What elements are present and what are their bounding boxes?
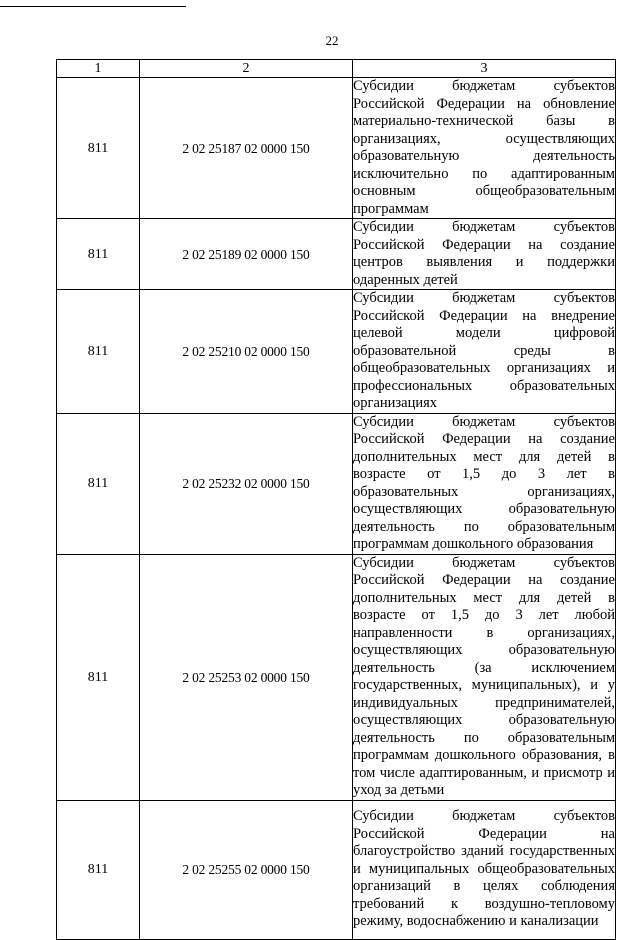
page-number: 22 — [325, 33, 339, 48]
table-row — [57, 554, 616, 800]
table-row — [57, 290, 616, 414]
admin-code-cell: 811 — [57, 290, 140, 414]
column-header-2: 2 — [140, 60, 353, 78]
table-row — [57, 413, 616, 554]
description-cell: Субсидии бюджетам субъектов Российской Федерации на создание дополнительных мест для детей в возрасте от 1,5 до 3 лет в образовательных организациях, осуществляющих образовательную деятельность по образовательным программам дошкольного образования — [353, 413, 615, 552]
budget-classification-table — [56, 59, 616, 940]
admin-code-cell: 811 — [57, 800, 140, 939]
table-header-row — [57, 60, 616, 78]
admin-code-cell: 811 — [57, 78, 140, 219]
admin-code-cell: 811 — [57, 413, 140, 554]
table-row — [57, 800, 616, 939]
revenue-code-cell: 2 02 25189 02 0000 150 — [140, 219, 353, 290]
revenue-code-cell: 2 02 25210 02 0000 150 — [140, 290, 353, 414]
admin-code-cell: 811 — [57, 219, 140, 290]
description-cell: Субсидии бюджетам субъектов Российской Федерации на обновление материально-технической базы в организациях, осуществляющих образовательную деятельность исключительно по адаптированным основным общеобразовательным программам — [353, 78, 615, 217]
revenue-code-cell: 2 02 25232 02 0000 150 — [140, 413, 353, 554]
description-cell: Субсидии бюджетам субъектов Российской Федерации на создание центров выявления и поддержки одаренных детей — [353, 219, 615, 288]
description-cell: Субсидии бюджетам субъектов Российской Федерации на благоустройство зданий государственных и муниципальных общеобразовательных организаций в целях соблюдения требований к воздушно-тепловому режиму, водоснабжению и канализации — [353, 800, 616, 939]
revenue-code-cell: 2 02 25253 02 0000 150 — [140, 554, 353, 800]
admin-code-cell: 811 — [57, 554, 140, 800]
top-rule — [0, 6, 186, 7]
description-cell: Субсидии бюджетам субъектов Российской Федерации на создание дополнительных мест для детей в возрасте от 1,5 до 3 лет любой направленности в организациях, осуществляющих образовательную деятельность (за исключением государственных, муниципальных), и у индивидуальных предпринимателей, осуществляющих образовательную деятельность по образовательным программам дошкольного образования, в том числе адаптированным, и присмотр и уход за детьми — [353, 554, 615, 798]
revenue-code-cell: 2 02 25255 02 0000 150 — [140, 800, 353, 939]
revenue-code-cell: 2 02 25187 02 0000 150 — [140, 78, 353, 219]
column-header-1: 1 — [57, 60, 140, 78]
table-row — [57, 219, 616, 290]
description-cell: Субсидии бюджетам субъектов Российской Федерации на внедрение целевой модели цифровой образовательной среды в общеобразовательных организациях и профессиональных образовательных организациях — [353, 290, 615, 411]
table-row — [57, 78, 616, 219]
column-header-3: 3 — [353, 60, 616, 78]
